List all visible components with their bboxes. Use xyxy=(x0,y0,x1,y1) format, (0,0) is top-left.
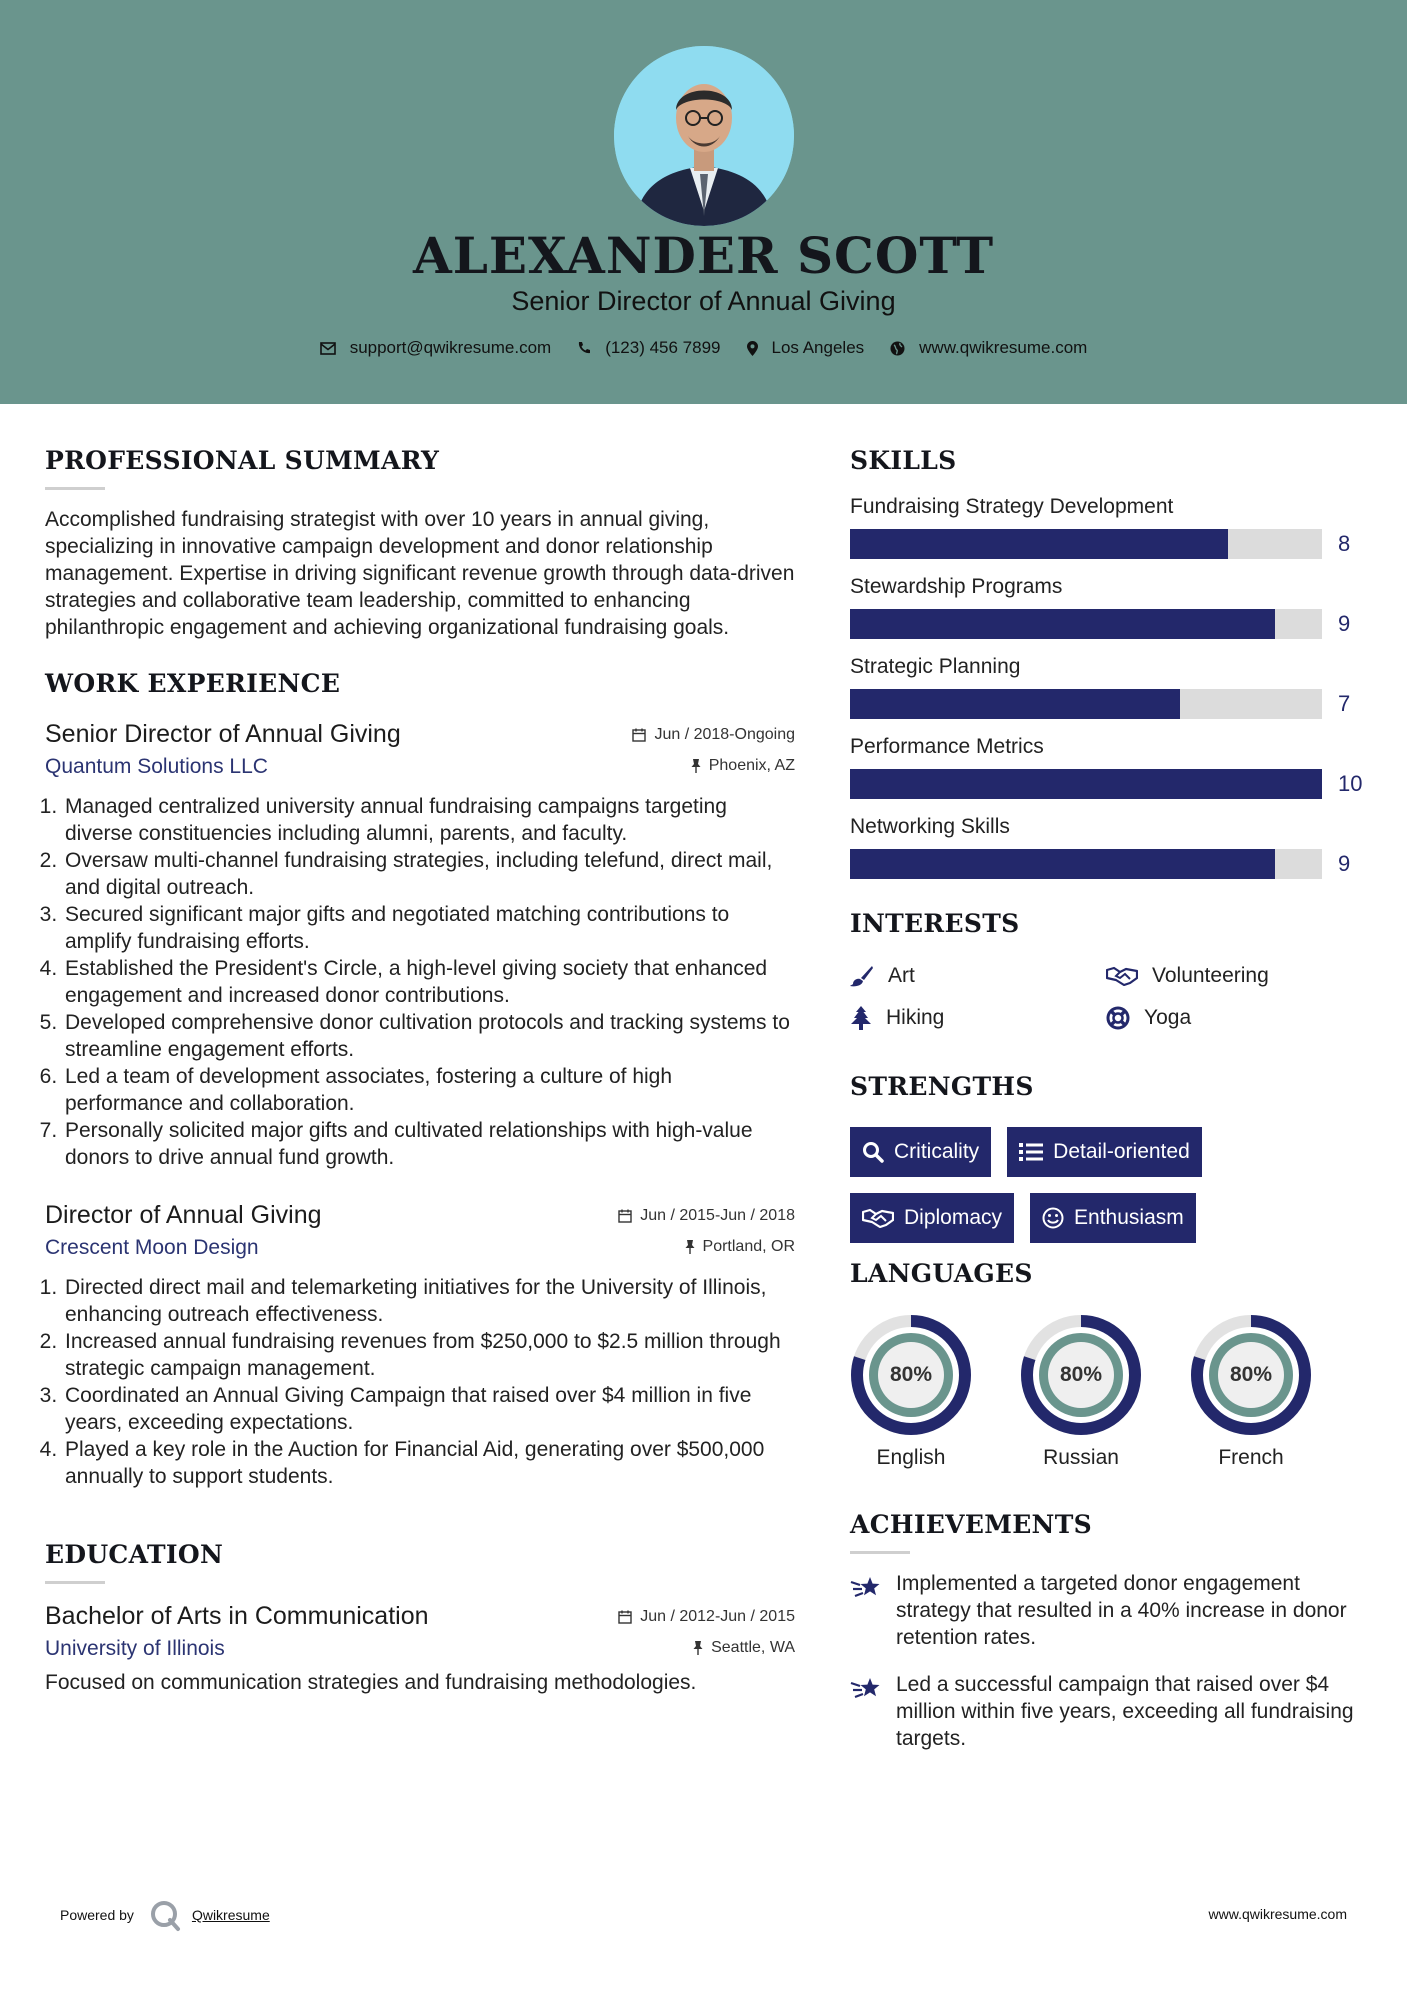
duty-item: 3. Coordinated an Annual Giving Campaign that raised over $4 million in five years, exceeding expectations. xyxy=(63,1382,795,1436)
skill-score: 10 xyxy=(1338,771,1363,796)
interest-label: Volunteering xyxy=(1152,964,1269,987)
candidate-name: ALEXANDER SCOTT xyxy=(412,226,995,285)
language-ring xyxy=(850,1314,972,1436)
education-section xyxy=(45,1540,795,1696)
language-item xyxy=(1020,1314,1190,1470)
section-title-summary: PROFESSIONAL SUMMARY xyxy=(45,446,440,475)
interests-section xyxy=(850,909,1370,1030)
section-title-skills: SKILLS xyxy=(850,446,957,475)
candidate-role: Senior Director of Annual Giving xyxy=(511,286,896,316)
degree-title: Bachelor of Arts in Communication xyxy=(45,1602,429,1630)
strength-tag xyxy=(1007,1127,1202,1177)
duty-item: 5. Developed comprehensive donor cultivation protocols and tracking systems to streamline engagement efforts. xyxy=(63,1009,795,1063)
strength-tag xyxy=(850,1193,1014,1243)
powered-by-label: Powered by xyxy=(60,1907,134,1923)
company-name: Crescent Moon Design xyxy=(45,1236,259,1259)
interest-label: Yoga xyxy=(1144,1006,1192,1029)
skill-bar-row xyxy=(850,769,1370,799)
duty-item: 3. Secured significant major gifts and negotiated matching contributions to amplify fundraising efforts. xyxy=(63,901,795,955)
job-dates xyxy=(632,726,795,744)
skill-item xyxy=(850,495,1370,559)
pushpin-icon xyxy=(693,1641,703,1655)
skill-name: Strategic Planning xyxy=(850,655,1021,678)
language-item xyxy=(850,1314,1020,1470)
language-name: Russian xyxy=(1043,1446,1119,1469)
skill-bar-fill xyxy=(850,849,1275,879)
qwikresume-link[interactable]: Qwikresume xyxy=(191,1907,270,1923)
languages-section xyxy=(850,1259,1370,1470)
skill-bar-fill xyxy=(850,529,1228,559)
duty-item: 4. Played a key role in the Auction for Financial Aid, generating over $500,000 annually to support students. xyxy=(63,1436,795,1490)
pushpin-icon xyxy=(685,1240,695,1254)
strengths-section xyxy=(850,1072,1370,1243)
section-title-interests: INTERESTS xyxy=(850,909,1020,938)
left-column xyxy=(45,404,795,1696)
duty-item: 1. Managed centralized university annual fundraising campaigns targeting diverse constituencies including alumni, parents, and faculty. xyxy=(63,793,795,847)
language-name: English xyxy=(876,1446,946,1469)
job-title: Director of Annual Giving xyxy=(45,1201,322,1229)
contact-email[interactable] xyxy=(320,338,552,358)
interest-item xyxy=(1106,964,1346,988)
skill-bar-fill xyxy=(850,769,1322,799)
language-ring xyxy=(1190,1314,1312,1436)
strength-label: Criticality xyxy=(894,1140,980,1163)
skill-name: Performance Metrics xyxy=(850,735,1044,758)
contact-website-text: www.qwikresume.com xyxy=(919,338,1088,357)
job-location-text: Phoenix, AZ xyxy=(708,757,795,774)
language-percent: 80% xyxy=(1229,1363,1273,1386)
list-icon xyxy=(1019,1142,1043,1162)
right-column xyxy=(850,404,1370,1752)
calendar-icon xyxy=(632,728,646,742)
experience-section xyxy=(45,669,795,1490)
language-ring xyxy=(1020,1314,1142,1436)
skill-item xyxy=(850,655,1370,719)
duty-item: 2. Increased annual fundraising revenues from $250,000 to $2.5 million through strategic campaign management. xyxy=(63,1328,795,1382)
section-title-languages: LANGUAGES xyxy=(850,1259,1033,1288)
calendar-icon xyxy=(618,1610,632,1624)
interest-label: Art xyxy=(888,964,915,987)
skill-bar-track xyxy=(850,689,1322,719)
footer-powered-by xyxy=(60,1898,270,1932)
summary-section xyxy=(45,446,795,641)
strength-tag xyxy=(850,1127,991,1177)
phone-icon xyxy=(577,341,591,355)
skill-bar-track xyxy=(850,849,1322,879)
skill-item xyxy=(850,575,1370,639)
skill-name: Networking Skills xyxy=(850,815,1010,838)
skill-score: 9 xyxy=(1338,611,1351,636)
contact-phone-text: (123) 456 7899 xyxy=(605,338,721,357)
tree-icon xyxy=(850,1006,872,1030)
job-dates-text: Jun / 2015-Jun / 2018 xyxy=(640,1207,795,1224)
achievement-text: Implemented a targeted donor engagement strategy that resulted in a 40% increase in donor retention rates. xyxy=(896,1572,1347,1649)
shooting-star-icon xyxy=(850,1675,882,1703)
job-title: Senior Director of Annual Giving xyxy=(45,720,401,748)
skill-score: 9 xyxy=(1338,851,1351,876)
contact-email-text: support@qwikresume.com xyxy=(349,338,552,357)
interests-grid xyxy=(850,964,1370,1030)
skill-name: Fundraising Strategy Development xyxy=(850,495,1174,518)
contact-bar xyxy=(0,338,1407,358)
duty-item: 1. Directed direct mail and telemarketing initiatives for the University of Illinois, enhancing outreach effectiveness. xyxy=(63,1274,795,1328)
skill-score: 8 xyxy=(1338,531,1351,556)
handshake-icon xyxy=(862,1208,894,1228)
skills-list xyxy=(850,495,1370,879)
resume-header xyxy=(0,0,1407,404)
language-percent: 80% xyxy=(1059,1363,1103,1386)
map-pin-icon xyxy=(747,341,758,356)
skill-bar-track xyxy=(850,609,1322,639)
profile-photo xyxy=(614,46,794,226)
skills-section xyxy=(850,446,1370,879)
globe-icon xyxy=(890,341,905,356)
qwikresume-logo-icon xyxy=(148,1898,182,1932)
interest-item xyxy=(850,1006,1106,1030)
education-description: Focused on communication strategies and fundraising methodologies. xyxy=(45,1671,697,1694)
education-dates-text: Jun / 2012-Jun / 2015 xyxy=(640,1608,795,1625)
strength-tags xyxy=(850,1127,1370,1243)
job-dates-text: Jun / 2018-Ongoing xyxy=(654,726,795,743)
interest-item xyxy=(1106,1006,1346,1030)
handshake-icon xyxy=(1106,966,1138,986)
envelope-icon xyxy=(320,342,336,355)
paintbrush-icon xyxy=(850,965,874,987)
language-list xyxy=(850,1314,1370,1470)
interest-label: Hiking xyxy=(886,1006,945,1029)
calendar-icon xyxy=(618,1209,632,1223)
section-divider xyxy=(45,487,105,490)
skill-bar-track xyxy=(850,529,1322,559)
skill-score: 7 xyxy=(1338,691,1351,716)
skill-bar-row xyxy=(850,849,1370,879)
section-divider xyxy=(45,1581,105,1584)
pushpin-icon xyxy=(691,759,701,773)
language-percent: 80% xyxy=(889,1363,933,1386)
section-title-strengths: STRENGTHS xyxy=(850,1072,1034,1101)
section-divider xyxy=(850,1551,910,1554)
skill-bar-fill xyxy=(850,609,1275,639)
job-entry xyxy=(45,1201,795,1490)
contact-location-text: Los Angeles xyxy=(771,338,865,357)
shooting-star-icon xyxy=(850,1574,882,1602)
education-dates xyxy=(618,1608,795,1626)
job-dates xyxy=(618,1207,795,1225)
job-location-text: Portland, OR xyxy=(702,1238,795,1255)
education-location-text: Seattle, WA xyxy=(711,1639,795,1656)
skill-item xyxy=(850,735,1370,799)
skill-bar-row xyxy=(850,609,1370,639)
education-location xyxy=(693,1639,795,1657)
strength-tag xyxy=(1030,1193,1196,1243)
duty-item: 2. Oversaw multi-channel fundraising strategies, including telefund, direct mail, and digital outreach. xyxy=(63,847,795,901)
section-title-education: EDUCATION xyxy=(45,1540,224,1569)
smile-icon xyxy=(1042,1207,1064,1229)
avatar xyxy=(614,46,794,226)
education-entry xyxy=(45,1602,795,1696)
language-name: French xyxy=(1218,1446,1284,1469)
contact-location xyxy=(747,338,865,358)
job-location xyxy=(685,1238,795,1256)
achievement-text: Led a successful campaign that raised over $4 million within five years, exceeding all fundraising targets. xyxy=(896,1673,1354,1750)
search-icon xyxy=(862,1141,884,1163)
strength-label: Diplomacy xyxy=(904,1206,1003,1229)
skill-bar-row xyxy=(850,689,1370,719)
skill-bar-row xyxy=(850,529,1370,559)
skill-bar-fill xyxy=(850,689,1180,719)
duty-item: 6. Led a team of development associates, fostering a culture of high performance and collaboration. xyxy=(63,1063,795,1117)
strength-label: Detail-oriented xyxy=(1053,1140,1190,1163)
footer-website[interactable]: www.qwikresume.com xyxy=(1208,1906,1347,1922)
achievement-item xyxy=(850,1671,1370,1752)
job-location xyxy=(691,757,795,775)
skill-bar-track xyxy=(850,769,1322,799)
contact-website[interactable] xyxy=(890,338,1087,358)
summary-text: Accomplished fundraising strategist with over 10 years in annual giving, specializing in innovative campaign development and donor relationship management. Expertise in driving significant revenue growth through data-driven strategies and collaborative team leadership, committed to enhancing philanthropic engagement and achieving organizational fundraising goals. xyxy=(45,508,795,639)
contact-phone[interactable] xyxy=(577,338,720,358)
language-item xyxy=(1190,1314,1360,1470)
job-duties xyxy=(45,1274,795,1490)
interest-item xyxy=(850,964,1106,988)
company-name: Quantum Solutions LLC xyxy=(45,755,268,778)
duty-item: 7. Personally solicited major gifts and cultivated relationships with high-value donors to drive annual fund growth. xyxy=(63,1117,795,1171)
skill-name: Stewardship Programs xyxy=(850,575,1063,598)
section-title-experience: WORK EXPERIENCE xyxy=(45,669,341,698)
lifebuoy-icon xyxy=(1106,1006,1130,1030)
strength-label: Enthusiasm xyxy=(1074,1206,1184,1229)
section-title-achievements: ACHIEVEMENTS xyxy=(850,1510,1092,1539)
achievements-section xyxy=(850,1510,1370,1752)
job-entry xyxy=(45,720,795,1171)
skill-item xyxy=(850,815,1370,879)
job-duties xyxy=(45,793,795,1171)
duty-item: 4. Established the President's Circle, a high-level giving society that enhanced engagement and increased donor contributions. xyxy=(63,955,795,1009)
achievement-item xyxy=(850,1570,1370,1651)
school-name: University of Illinois xyxy=(45,1637,225,1660)
